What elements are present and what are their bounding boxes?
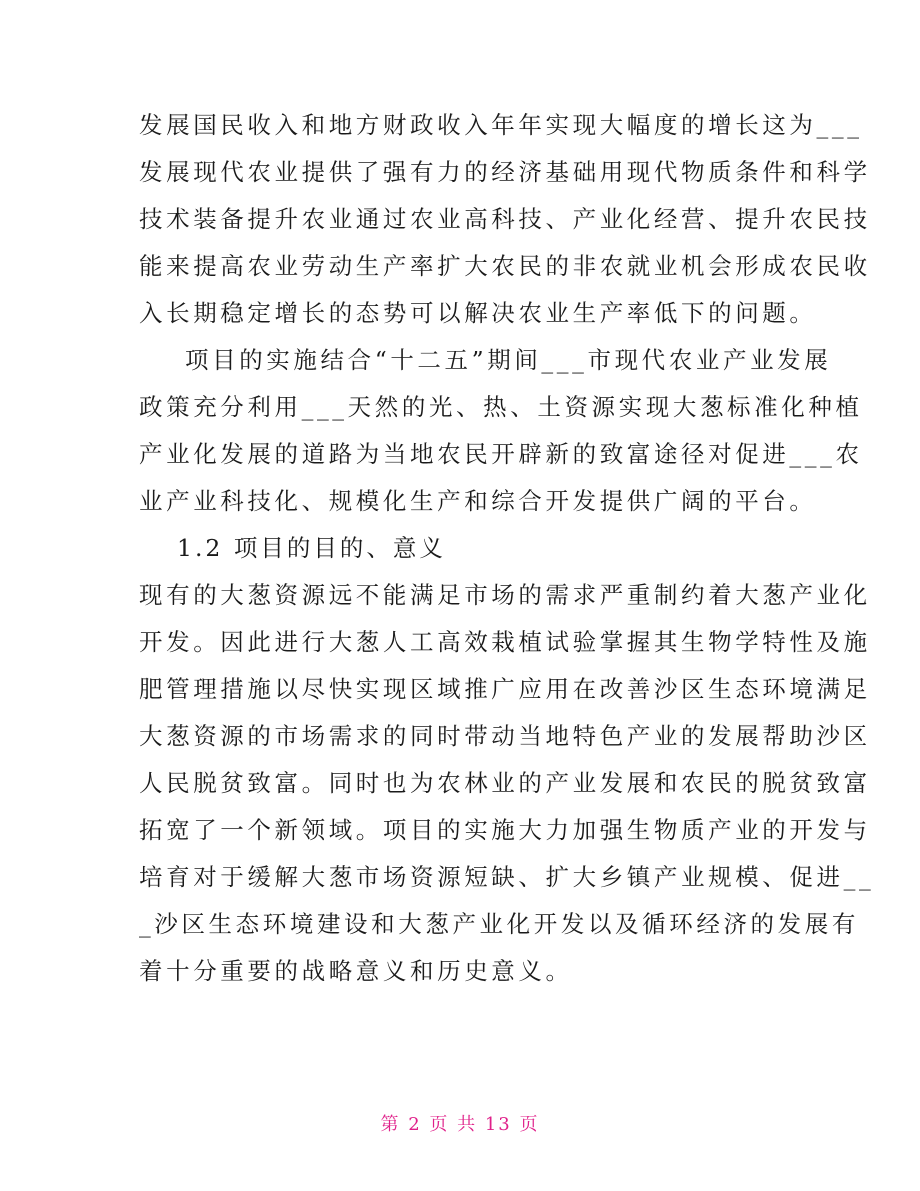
paragraph-line: _沙区生态环境建设和大葱产业化开发以及循环经济的发展有 xyxy=(139,910,859,938)
page-number-footer: 第 2 页 共 13 页 xyxy=(380,1114,540,1135)
paragraph-line: 入长期稳定增长的态势可以解决农业生产率低下的问题。 xyxy=(139,299,817,327)
paragraph-line: 产业化发展的道路为当地农民开辟新的致富途径对促进___农 xyxy=(139,440,863,468)
paragraph-line: 着十分重要的战略意义和历史意义。 xyxy=(139,957,573,985)
paragraph-line: 培育对于缓解大葱市场资源短缺、扩大乡镇产业规模、促进__ xyxy=(139,863,875,891)
paragraph-line: 发展现代农业提供了强有力的经济基础用现代物质条件和科学 xyxy=(139,158,871,186)
paragraph-line: 人民脱贫致富。同时也为农林业的产业发展和农民的脱贫致富 xyxy=(139,769,871,797)
paragraph-line: 现有的大葱资源远不能满足市场的需求严重制约着大葱产业化 xyxy=(139,581,871,609)
paragraph-line: 业产业科技化、规模化生产和综合开发提供广阔的平台。 xyxy=(139,487,817,515)
section-heading: 1.2 项目的目的、意义 xyxy=(177,534,446,562)
paragraph-line: 政策充分利用___天然的光、热、土资源实现大葱标准化种植 xyxy=(139,393,863,421)
paragraph-line: 开发。因此进行大葱人工高效栽植试验掌握其生物学特性及施 xyxy=(139,628,871,656)
paragraph-line: 能来提高农业劳动生产率扩大农民的非农就业机会形成农民收 xyxy=(139,252,871,280)
document-body xyxy=(139,102,875,995)
paragraph-line: 肥管理措施以尽快实现区域推广应用在改善沙区生态环境满足 xyxy=(139,675,871,703)
paragraph-line: 大葱资源的市场需求的同时带动当地特色产业的发展帮助沙区 xyxy=(139,722,871,750)
paragraph-line: 技术装备提升农业通过农业高科技、产业化经营、提升农民技 xyxy=(139,205,871,233)
paragraph-line: 项目的实施结合“十二五”期间___市现代农业产业发展 xyxy=(185,346,832,374)
paragraph-line: 拓宽了一个新领域。项目的实施大力加强生物质产业的开发与 xyxy=(139,816,871,844)
paragraph-line: 发展国民收入和地方财政收入年年实现大幅度的增长这为___ xyxy=(139,111,863,139)
